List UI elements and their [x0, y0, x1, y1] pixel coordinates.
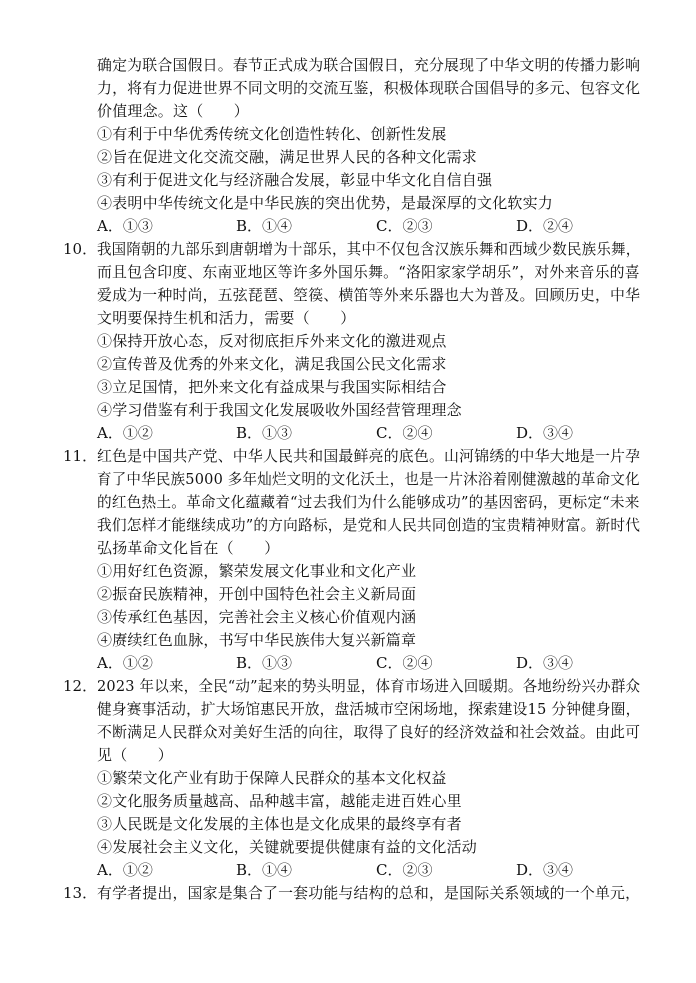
q11-item-1: ①用好红色资源，繁荣发展文化事业和文化产业 — [97, 562, 417, 580]
q10-stem-line-3: 爱成为一种时尚，五弦琵琶、箜篌、横笛等外来乐器也大为普及。回顾历史，中华 — [97, 286, 641, 304]
q10-stem-line-2: 而且包含印度、东南亚地区等许多外国乐舞。“洛阳家家学胡乐”，对外来音乐的喜 — [97, 263, 640, 281]
q9-item-3: ③有利于促进文化与经济融合发展，彰显中华文化自信自强 — [97, 171, 493, 189]
q10-option-c: C．②④ — [376, 424, 433, 442]
q9-item-2: ②旨在促进文化交流交融，满足世界人民的各种文化需求 — [97, 148, 478, 166]
q12-stem-line-2: 健身赛事活动，扩大场馆惠民开放，盘活城市空闲场地，探索建设15 分钟健身圈， — [97, 700, 641, 718]
q12-option-a: A．①② — [97, 861, 153, 879]
q11-stem-line-1: 红色是中国共产党、中华人民共和国最鲜亮的底色。山河锦绣的中华大地是一片孕 — [97, 447, 641, 465]
q10-stem-line-4: 文明要保持生机和活力，需要（ ） — [97, 309, 356, 327]
q11-item-3: ③传承红色基因，完善社会主义核心价值观内涵 — [97, 608, 417, 626]
q9-option-d: D．②④ — [516, 217, 574, 235]
q10-stem-line-1: 我国隋朝的九部乐到唐朝增为十部乐，其中不仅包含汉族乐舞和西域少数民族乐舞， — [97, 240, 641, 258]
q11-option-d: D．③④ — [516, 654, 574, 672]
q10-item-4: ④学习借鉴有利于我国文化发展吸收外国经营管理理念 — [97, 401, 462, 419]
q9-stem-line-2: 力，将有力促进世界不同文明的交流互鉴，积极体现联合国倡导的多元、包容文化 — [97, 79, 641, 97]
q11-stem-line-4: 我们怎样才能继续成功”的方向路标，是党和人民共同创造的宝贵精神财富。新时代 — [97, 516, 641, 534]
q11-item-2: ②振奋民族精神，开创中国特色社会主义新局面 — [97, 585, 417, 603]
q10-option-a: A．①② — [97, 424, 153, 442]
q9-stem-line-1: 确定为联合国假日。春节正式成为联合国假日，充分展现了中华文明的传播力影响 — [97, 56, 641, 74]
q11-option-c: C．②④ — [376, 654, 433, 672]
q9-option-b: B．①④ — [236, 217, 293, 235]
q12-option-b: B．①④ — [236, 861, 293, 879]
q9-option-a: A．①③ — [97, 217, 153, 235]
q12-item-4: ④发展社会主义文化，关键就要提供健康有益的文化活动 — [97, 838, 478, 856]
q12-stem-line-4: 见（ ） — [97, 746, 174, 764]
q11-item-4: ④赓续红色血脉，书写中华民族伟大复兴新篇章 — [97, 631, 417, 649]
q11-option-b: B．①③ — [236, 654, 293, 672]
q11-option-a: A．①② — [97, 654, 153, 672]
q10-item-2: ②宣传普及优秀的外来文化，满足我国公民文化需求 — [97, 355, 447, 373]
q10-number: 10． — [63, 240, 98, 258]
q10-item-1: ①保持开放心态，反对彻底拒斥外来文化的激进观点 — [97, 332, 447, 350]
q12-item-2: ②文化服务质量越高、品种越丰富，越能走进百姓心里 — [97, 792, 462, 810]
q10-item-3: ③立足国情，把外来文化有益成果与我国实际相结合 — [97, 378, 447, 396]
q11-stem-line-5: 弘扬革命文化旨在（ ） — [97, 539, 280, 557]
q12-item-3: ③人民既是文化发展的主体也是文化成果的最终享有者 — [97, 815, 462, 833]
q9-item-4: ④表明中华传统文化是中华民族的突出优势，是最深厚的文化软实力 — [97, 194, 554, 212]
q12-item-1: ①繁荣文化产业有助于保障人民群众的基本文化权益 — [97, 769, 447, 787]
q11-number: 11． — [63, 447, 98, 465]
q12-stem-line-3: 不断满足人民群众对美好生活的向往，取得了良好的经济效益和社会效益。由此可 — [97, 723, 641, 741]
q13-stem-line-1: 有学者提出，国家是集合了一套功能与结构的总和，是国际关系领域的一个单元， — [97, 884, 641, 902]
q10-option-b: B．①③ — [236, 424, 293, 442]
q9-stem-line-3: 价值理念。这（ ） — [97, 102, 250, 120]
q9-option-c: C．②③ — [376, 217, 433, 235]
q13-number: 13． — [63, 884, 98, 902]
q9-item-1: ①有利于中华优秀传统文化创造性转化、创新性发展 — [97, 125, 447, 143]
q12-option-d: D．③④ — [516, 861, 574, 879]
q11-stem-line-2: 育了中华民族5000 多年灿烂文明的文化沃土，也是一片沐浴着刚健激越的革命文化 — [97, 470, 640, 488]
q10-option-d: D．③④ — [516, 424, 574, 442]
q11-stem-line-3: 的红色热土。革命文化蕴藏着“过去我们为什么能够成功”的基因密码，更标定“未来 — [97, 493, 640, 511]
q12-option-c: C．②③ — [376, 861, 433, 879]
q12-number: 12． — [63, 677, 98, 695]
q12-stem-line-1: 2023 年以来，全民“动”起来的势头明显，体育市场进入回暖期。各地纷纷兴办群众 — [97, 677, 641, 695]
